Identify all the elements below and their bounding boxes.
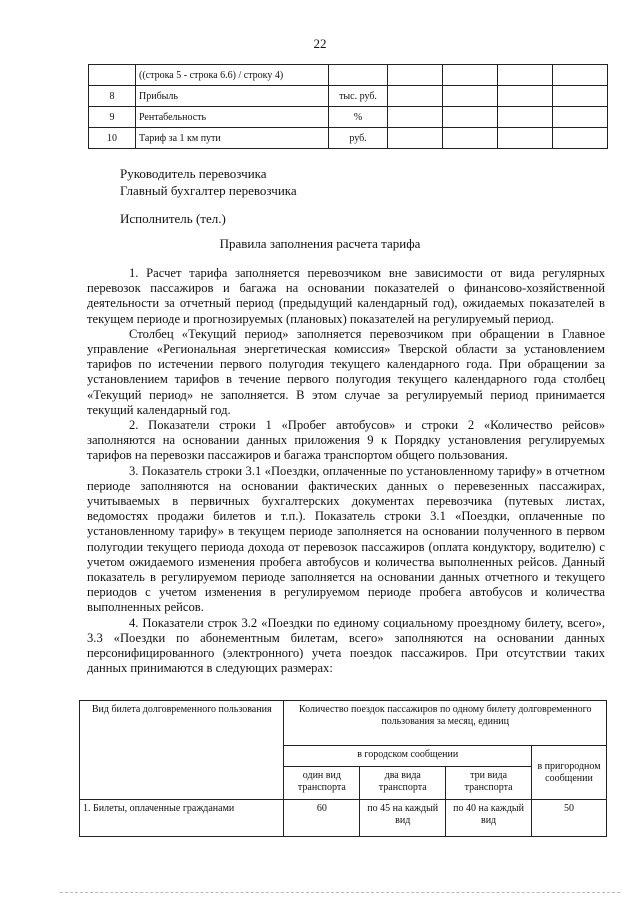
signature-executor: Исполнитель (тел.) bbox=[120, 211, 226, 226]
ticket-type-header: Вид билета долговременного пользования bbox=[80, 701, 284, 800]
row-name: Рентабельность bbox=[136, 107, 329, 128]
empty-cell bbox=[498, 107, 553, 128]
empty-cell bbox=[388, 65, 443, 86]
table-header-row bbox=[80, 701, 607, 746]
one-transport-header: один вид транспорта bbox=[284, 767, 360, 800]
empty-cell bbox=[443, 86, 498, 107]
empty-cell bbox=[443, 128, 498, 149]
top-table bbox=[88, 64, 608, 149]
suburban-header: в пригородном сообщении bbox=[532, 746, 607, 800]
trips-group-header: Количество поездок пассажиров по одному билету долговременного пользования за месяц, единиц bbox=[284, 701, 607, 746]
row-unit bbox=[329, 65, 388, 86]
empty-cell bbox=[553, 65, 608, 86]
table-row bbox=[89, 128, 608, 149]
row-number: 8 bbox=[89, 86, 136, 107]
row-unit: тыс. руб. bbox=[329, 86, 388, 107]
empty-cell bbox=[443, 65, 498, 86]
empty-cell bbox=[443, 107, 498, 128]
signature-head: Руководитель перевозчика bbox=[120, 166, 267, 181]
empty-cell bbox=[553, 128, 608, 149]
row-number: 10 bbox=[89, 128, 136, 149]
row-name: Прибыль bbox=[136, 86, 329, 107]
rules-text bbox=[87, 266, 605, 676]
two-transport-header: два вида транспорта bbox=[360, 767, 446, 800]
divider bbox=[60, 892, 620, 893]
empty-cell bbox=[553, 86, 608, 107]
table-row bbox=[89, 65, 608, 86]
page-number: 22 bbox=[313, 36, 327, 51]
trips-one-transport: 60 bbox=[284, 800, 360, 837]
row-name: Тариф за 1 км пути bbox=[136, 128, 329, 149]
row-unit: % bbox=[329, 107, 388, 128]
empty-cell bbox=[498, 86, 553, 107]
paragraph-5: 4. Показатели строк 3.2 «Поездки по единому социальному проездному билету, всего», 3.3 «Поездки по абонементным билетам, всего» заполняются на основании данных персонифицированного (электронного) учета поездок пассажиров. При отсутствии таких данных принимаются в следующих размерах: bbox=[87, 615, 605, 676]
empty-cell bbox=[388, 107, 443, 128]
paragraph-3: 2. Показатели строки 1 «Пробег автобусов» и строки 2 «Количество рейсов» заполняются на основании данных приложения 9 к Порядку установления регулируемых тарифов на перевозки пассажиров и багажа транспортом общего пользования. bbox=[87, 418, 605, 463]
row-name: ((строка 5 - строка 6.6) / строку 4) bbox=[136, 65, 329, 86]
trips-table bbox=[79, 700, 607, 837]
row-number bbox=[89, 65, 136, 86]
empty-cell bbox=[388, 128, 443, 149]
trips-three-transport: по 40 на каждый вид bbox=[446, 800, 532, 837]
table-row bbox=[89, 86, 608, 107]
empty-cell bbox=[553, 107, 608, 128]
table-row bbox=[80, 800, 607, 837]
signature-accountant: Главный бухгалтер перевозчика bbox=[120, 183, 297, 198]
ticket-type: 1. Билеты, оплаченные гражданами bbox=[80, 800, 284, 837]
empty-cell bbox=[498, 65, 553, 86]
paragraph-2: Столбец «Текущий период» заполняется перевозчиком при обращении в Главное управление «Региональная энергетическая комиссия» Тверской области за установлением тарифов по истечении первого полугодия текущего календарного года. При обращении за установлением тарифов в течение первого полугодия текущего календарного года столбец «Текущий период» не заполняется. В этом случае за регулируемый период принимается текущий календарный год. bbox=[87, 326, 605, 417]
empty-cell bbox=[388, 86, 443, 107]
trips-two-transport: по 45 на каждый вид bbox=[360, 800, 446, 837]
section-heading: Правила заполнения расчета тарифа bbox=[219, 236, 421, 251]
empty-cell bbox=[498, 128, 553, 149]
paragraph-4: 3. Показатель строки 3.1 «Поездки, оплаченные по установленному тарифу» в отчетном периоде заполняются на основании фактических данных о перевезенных пассажирах, учитываемых в первичных бухгалтерских документах перевозчика (путевых листах, ведомостях продажи билетов и т.п.). Показатель строки 3.1 «Поездки, оплаченные по установленному тарифу» в текущем периоде заполняется на основании полученного в первом полугодии текущего периода дохода от перевозок пассажиров (оплата кондуктору, водителю) с учетом ожидаемого изменения пробега автобусов и количества выполненных рейсов. Данный показатель в регулируемом периоде заполняется на основании данных отчетного и текущего периодов с учетом изменения в регулируемом периоде пробега автобусов и количества выполненных рейсов. bbox=[87, 463, 605, 615]
row-number: 9 bbox=[89, 107, 136, 128]
table-row bbox=[89, 107, 608, 128]
paragraph-1: 1. Расчет тарифа заполняется перевозчиком вне зависимости от вида регулярных перевозок пассажиров и багажа на основании показателей о финансово-хозяйственной деятельности за отчетный период (предыдущий календарный год), ожидаемых показателей в текущем периоде и прогнозируемых (плановых) показателей на регулируемый период. bbox=[87, 266, 605, 326]
three-transport-header: три вида транспорта bbox=[446, 767, 532, 800]
row-unit: руб. bbox=[329, 128, 388, 149]
city-header: в городском сообщении bbox=[284, 746, 532, 767]
trips-suburban: 50 bbox=[532, 800, 607, 837]
